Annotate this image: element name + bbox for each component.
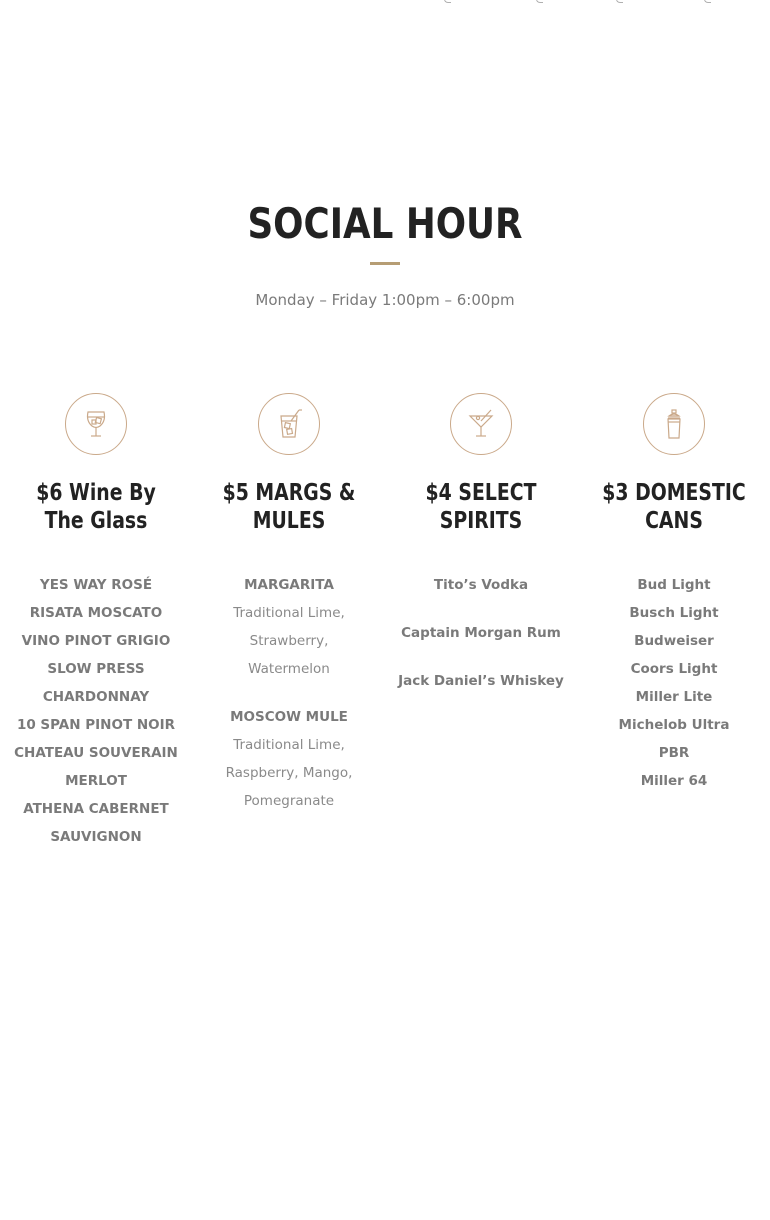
list-item: Miller 64 [640,773,708,789]
list-item: Busch Light [629,605,719,621]
item-list [199,571,379,815]
item-list [391,571,571,695]
spacer [199,683,379,703]
drink-description: Traditional Lime, Strawberry, Watermelon [233,605,345,677]
list-item: CHATEAU SOUVERAIN MERLOT [14,745,178,789]
list-item: 10 SPAN PINOT NOIR [16,717,176,733]
section-title: SOCIAL HOUR [247,199,523,248]
column-title: $3 DOMESTIC CANS [602,480,746,534]
column-title: $6 Wine By The Glass [36,480,156,534]
list-item: Captain Morgan Rum [401,625,561,641]
list-item: YES WAY ROSÉ [39,577,153,593]
item-list [584,571,764,795]
martini-glass-icon [450,393,512,455]
column-title: $5 MARGS & MULES [222,480,356,534]
list-item: VINO PINOT GRIGIO [21,633,171,649]
menu-column-wine [6,393,186,851]
menu-column-spirits [391,393,571,715]
column-title: $4 SELECT SPIRITS [425,480,537,534]
list-item: Michelob Ultra [618,717,730,733]
list-item: RISATA MOSCATO [29,605,163,621]
list-item: Miller Lite [635,689,713,705]
list-item: PBR [658,745,690,761]
menu-column-cans [584,393,764,795]
list-item: ATHENA CABERNET SAUVIGNON [23,801,169,845]
drink-description: Traditional Lime, Raspberry, Mango, Pomegranate [225,737,353,809]
cocktail-glass-icon [258,393,320,455]
shaker-icon [643,393,705,455]
list-item: Budweiser [634,633,714,649]
list-item: Tito’s Vodka [433,577,529,593]
title-divider [370,262,400,265]
list-item: Jack Daniel’s Whiskey [398,673,564,689]
section-hours: Monday – Friday 1:00pm – 6:00pm [255,291,515,309]
drink-name: MARGARITA [244,577,334,593]
list-item: SLOW PRESS CHARDONNAY [42,661,150,705]
menu-column-margs [199,393,379,815]
list-item: Coors Light [630,661,718,677]
wine-glass-icon [65,393,127,455]
item-list [6,571,186,851]
list-item: Bud Light [637,577,711,593]
drink-name: MOSCOW MULE [230,709,348,725]
